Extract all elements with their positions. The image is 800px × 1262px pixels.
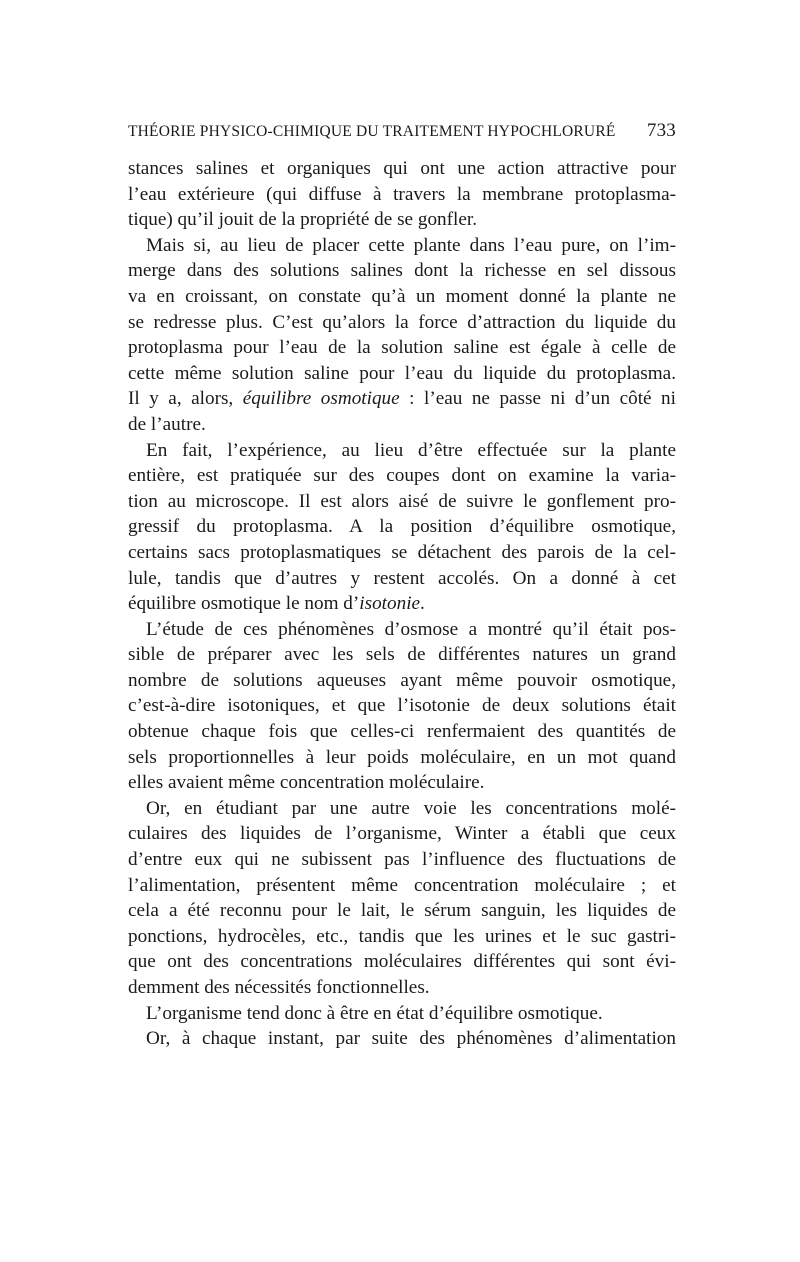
text-line: l’alimentation, présentent même concentration moléculaire ; et [128,874,676,896]
text-line: stances salines et organiques qui ont une action attractive pour [128,158,676,179]
text-line: tion au microscope. Il est alors aisé de suivre le gonflement pro- [128,490,676,512]
text-line-with-emphasis: équilibre osmotique le nom d’isotonie. [128,593,425,615]
text-line: culaires des liquides de l’organisme, Winter a établi que ceux [128,823,676,845]
text-line: gressif du protoplasma. A la position d’équilibre osmotique, [128,516,676,538]
text-line: c’est-à-dire isotoniques, et que l’isotonie de deux solutions était [128,695,676,717]
text-line: Or, en étudiant par une autre voie les concentrations molé- [146,797,676,819]
text-line: l’eau extérieure (qui diffuse à travers la membrane protoplasma- [128,183,676,205]
text-line: merge dans des solutions salines dont la richesse en sel dissous [128,260,676,282]
text-line: que ont des concentrations moléculaires différentes qui sont évi- [128,951,676,973]
emphasis-equilibre-osmotique: équilibre osmotique [242,388,400,410]
text-line: L’étude de ces phénomènes d’osmose a montré qu’il était pos- [146,618,676,640]
text-line: cette même solution saline pour l’eau du liquide du protoplasma. [128,362,676,384]
text-line: protoplasma pour l’eau de la solution saline est égale à celle de [128,337,676,359]
text-line: ponctions, hydrocèles, etc., tandis que les urines et le suc gastri- [128,925,676,947]
text-line: va en croissant, on constate qu’à un moment donné la plante ne [128,285,676,307]
text-line: lule, tandis que d’autres y restent accolés. On a donné à cet [128,567,676,589]
text-line: obtenue chaque fois que celles-ci renfermaient des quantités de [128,721,676,743]
text-line: nombre de solutions aqueuses ayant même pouvoir osmotique, [128,669,676,691]
text-line: sels proportionnelles à leur poids moléculaire, en un mot quand [128,746,676,768]
text-line: d’entre eux qui ne subissent pas l’influence des fluctuations de [128,849,676,871]
text-line: cela a été reconnu pour le lait, le sérum sanguin, les liquides de [128,900,676,922]
text-line: se redresse plus. C’est qu’alors la force d’attraction du liquide du [128,311,676,333]
text-line: certains sacs protoplasmatiques se détachent des parois de la cel- [128,541,676,563]
running-head-title: THÉORIE PHYSICO-CHIMIQUE DU TRAITEMENT HYPOCHLORURÉ [128,123,616,140]
text-line: L’organisme tend donc à être en état d’équilibre osmotique. [146,1002,603,1024]
text-line: Or, à chaque instant, par suite des phénomènes d’alimentation [146,1028,676,1050]
running-head [128,116,676,146]
page-number: 733 [646,120,676,141]
emphasis-isotonie: isotonie [359,593,421,615]
text-line-with-emphasis: Il y a, alors, équilibre osmotique : l’eau ne passe ni d’un côté ni [128,388,676,410]
text-line: sible de préparer avec les sels de différentes natures un grand [128,644,676,666]
text-line: tique) qu’il jouit de la propriété de se gonfler. [128,209,478,231]
body-text [128,156,676,1052]
text-line: Mais si, au lieu de placer cette plante dans l’eau pure, on l’im- [146,234,676,256]
text-line: entière, est pratiquée sur des coupes dont on examine la varia- [128,465,676,487]
book-page [128,116,676,1052]
text-line: elles avaient même concentration moléculaire. [128,772,485,794]
text-line: En fait, l’expérience, au lieu d’être effectuée sur la plante [146,439,676,461]
text-line: de l’autre. [128,413,206,435]
text-line: demment des nécessités fonctionnelles. [128,977,430,998]
